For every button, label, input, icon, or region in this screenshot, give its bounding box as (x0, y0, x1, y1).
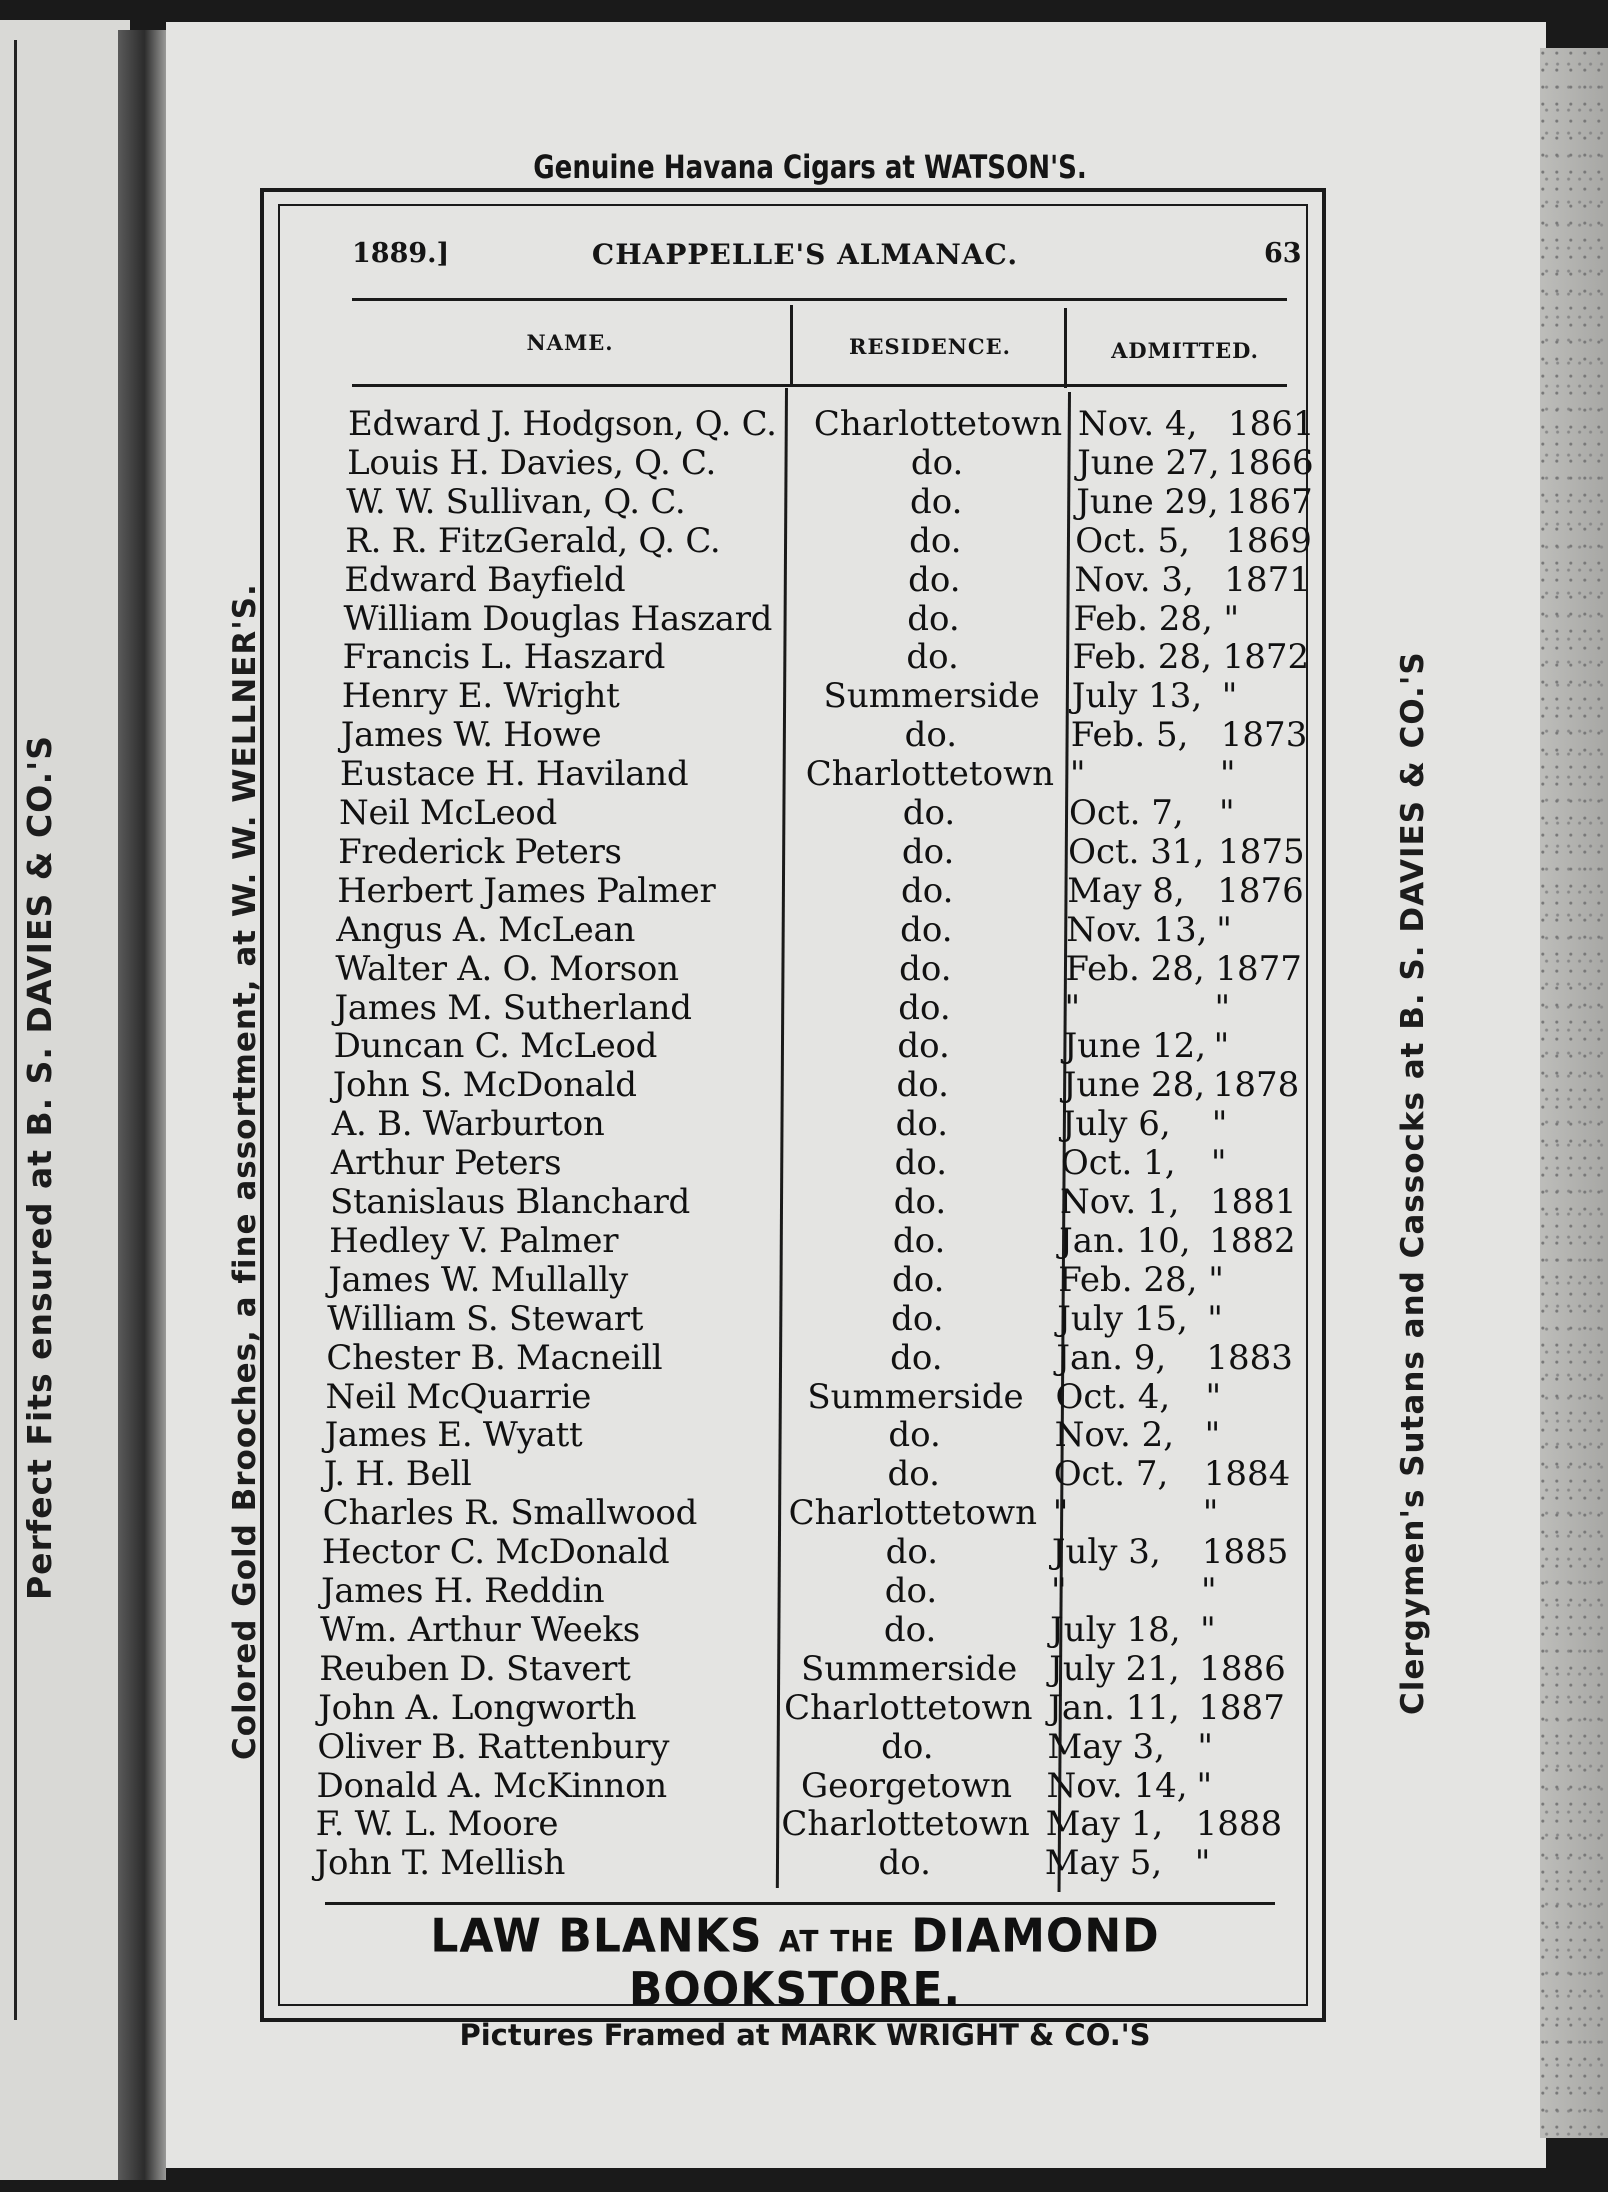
table-row (340, 754, 1340, 794)
admitted-year-cell: 1887 (1198, 1687, 1285, 1728)
table-row (319, 1649, 1319, 1689)
admitted-year-cell: 1866 (1227, 442, 1314, 483)
table-row (334, 1026, 1334, 1066)
name-cell: James W. Mullally (328, 1259, 628, 1300)
table-row (335, 949, 1335, 989)
header-rule-bottom (352, 384, 1287, 387)
name-cell: Herbert James Palmer (337, 870, 716, 911)
residence-cell: do. (893, 1182, 947, 1222)
admitted-date-cell: Oct. 1, (1060, 1143, 1176, 1184)
name-cell: Louis H. Davies, Q. C. (347, 442, 717, 483)
admitted-date-cell: July 13, (1071, 676, 1203, 717)
name-cell: A. B. Warburton (331, 1104, 605, 1145)
admitted-date-cell: May 1, (1045, 1804, 1164, 1845)
name-cell: J. H. Bell (323, 1454, 472, 1495)
admitted-year-cell: " (1219, 754, 1236, 795)
column-divider-1 (790, 305, 793, 385)
residence-cell: do. (888, 1415, 941, 1456)
table-row (345, 521, 1345, 561)
name-cell: James E. Wyatt (324, 1415, 583, 1456)
admitted-year-cell: 1875 (1218, 831, 1305, 872)
residence-cell: do. (895, 1104, 949, 1145)
name-cell: William S. Stewart (327, 1298, 644, 1339)
residence-cell: do. (904, 715, 958, 756)
admitted-year-cell: " (1200, 1609, 1216, 1650)
admitted-year-cell: " (1219, 793, 1235, 833)
name-cell: Oliver B. Rattenbury (317, 1726, 670, 1767)
residence-cell: do. (908, 559, 961, 600)
name-cell: Edward Bayfield (344, 559, 626, 600)
table-row (327, 1299, 1327, 1339)
admitted-date-cell: " (1069, 754, 1086, 795)
name-cell: Donald A. McKinnon (316, 1765, 667, 1806)
name-cell: Duncan C. McLeod (333, 1026, 658, 1067)
residence-cell: Summerside (807, 1376, 1024, 1417)
table-row (329, 1221, 1329, 1261)
residence-cell: do. (909, 481, 963, 522)
residence-cell: do. (899, 948, 952, 989)
table-row (320, 1610, 1320, 1650)
residence-cell: do. (891, 1259, 945, 1300)
admitted-year-cell: 1873 (1220, 715, 1308, 756)
name-cell: W. W. Sullivan, Q. C. (346, 481, 686, 522)
admitted-year-cell: " (1194, 1843, 1211, 1884)
table-row (317, 1727, 1317, 1767)
table-row (347, 443, 1347, 483)
side-ad-outer-left: Perfect Fits ensured at B. S. DAVIES & CO.'S (20, 735, 59, 1600)
table-row (316, 1804, 1316, 1844)
admitted-year-cell: 1876 (1217, 870, 1304, 911)
residence-cell: Summerside (823, 676, 1040, 717)
residence-cell: do. (900, 870, 954, 911)
admitted-year-cell: 1882 (1209, 1220, 1296, 1261)
admitted-year-cell: " (1196, 1765, 1213, 1806)
name-cell: Hedley V. Palmer (329, 1220, 619, 1261)
admitted-date-cell: Nov. 14, (1046, 1765, 1188, 1806)
residence-cell: do. (878, 1843, 931, 1884)
table-row (333, 1065, 1333, 1105)
admitted-date-cell: Nov. 3, (1074, 559, 1194, 600)
admitted-year-cell: " (1208, 1259, 1224, 1300)
admitted-date-cell: June 28, (1062, 1065, 1206, 1106)
name-cell: Stanislaus Blanchard (330, 1182, 690, 1222)
admitted-date-cell: Oct. 7, (1053, 1454, 1169, 1495)
admitted-date-cell: May 5, (1044, 1843, 1163, 1884)
admitted-date-cell: May 3, (1047, 1726, 1165, 1767)
facing-page-rule (14, 40, 17, 2020)
admitted-year-cell: 1883 (1206, 1337, 1293, 1378)
table-row (343, 637, 1343, 677)
admitted-year-cell: 1885 (1201, 1532, 1289, 1573)
admitted-date-cell: June 29, (1076, 481, 1219, 522)
admitted-year-cell: 1888 (1195, 1804, 1283, 1845)
admitted-year-cell: " (1197, 1726, 1214, 1767)
residence-cell: Charlottetown (781, 1804, 1030, 1845)
admitted-date-cell: June 27, (1077, 442, 1220, 483)
table-row (331, 1143, 1331, 1183)
table-row (325, 1415, 1325, 1455)
admitted-date-cell: Nov. 2, (1054, 1415, 1175, 1456)
admitted-year-cell: 1884 (1203, 1454, 1291, 1495)
name-cell: James M. Sutherland (334, 987, 692, 1028)
residence-cell: Charlottetown (813, 404, 1063, 444)
residence-cell: Summerside (801, 1648, 1018, 1689)
name-cell: Angus A. McLean (336, 909, 636, 950)
table-row (337, 871, 1337, 911)
admitted-year-cell: 1872 (1222, 637, 1310, 678)
admitted-date-cell: July 21, (1049, 1648, 1180, 1689)
page-number: 63 (1264, 238, 1302, 269)
table-row (318, 1688, 1318, 1728)
book-gutter (118, 30, 166, 2180)
admitted-year-cell: " (1202, 1493, 1219, 1534)
admitted-date-cell: Feb. 28, (1072, 637, 1212, 678)
admitted-year-cell: 1861 (1228, 404, 1315, 444)
name-cell: John T. Mellish (314, 1843, 566, 1884)
law-ad-part1: LAW BLANKS (430, 1909, 763, 1963)
name-cell: F. W. L. Moore (315, 1804, 559, 1845)
table-row (344, 560, 1344, 600)
admitted-date-cell: Jan. 10, (1059, 1220, 1191, 1261)
residence-cell: do. (897, 1026, 950, 1067)
table-row (326, 1377, 1326, 1417)
residence-cell: Georgetown (800, 1765, 1013, 1806)
name-cell: Eustace H. Haviland (339, 754, 689, 795)
table-row (339, 793, 1339, 833)
admitted-date-cell: Oct. 5, (1075, 520, 1190, 561)
header-rule-top (352, 298, 1287, 301)
admitted-year-cell: 1869 (1225, 520, 1312, 561)
table-row (326, 1338, 1326, 1378)
name-cell: Henry E. Wright (341, 676, 620, 717)
admitted-date-cell: Feb. 28, (1073, 598, 1213, 639)
name-cell: R. R. FitzGerald, Q. C. (345, 520, 721, 561)
law-ad-part3: DIAMOND BOOKSTORE. (628, 1909, 1160, 2017)
name-cell: Charles R. Smallwood (322, 1493, 698, 1534)
table-row (317, 1766, 1317, 1806)
admitted-year-cell: " (1213, 1026, 1230, 1067)
residence-cell: do. (885, 1532, 939, 1573)
name-cell: Neil McLeod (339, 793, 557, 833)
table-row (322, 1532, 1322, 1572)
table-row (315, 1843, 1315, 1883)
residence-cell: do. (901, 831, 955, 872)
admitted-date-cell: Feb. 5, (1070, 715, 1189, 756)
admitted-year-cell: " (1201, 1571, 1217, 1611)
admitted-date-cell: July 6, (1061, 1104, 1171, 1145)
residence-cell: do. (900, 909, 953, 950)
admitted-year-cell: " (1210, 1143, 1227, 1184)
name-cell: Francis L. Haszard (342, 637, 666, 678)
name-cell: Edward J. Hodgson, Q. C. (348, 404, 777, 444)
column-header-residence: RESIDENCE. (849, 334, 1011, 359)
table-row (344, 599, 1344, 639)
admitted-year-cell: 1867 (1226, 481, 1313, 522)
name-cell: Arthur Peters (330, 1143, 562, 1184)
page-edge-stack (1540, 48, 1608, 2138)
name-cell: William Douglas Haszard (343, 598, 773, 639)
name-cell: John A. Longworth (318, 1687, 637, 1728)
admitted-date-cell: Oct. 31, (1068, 831, 1205, 872)
table-row (346, 482, 1346, 522)
name-cell: Hector C. McDonald (321, 1532, 670, 1573)
table-row (338, 832, 1338, 872)
admitted-date-cell: Nov. 1, (1060, 1182, 1180, 1222)
residence-cell: Charlottetown (788, 1493, 1037, 1534)
admitted-date-cell: July 3, (1051, 1532, 1161, 1573)
admitted-year-cell: " (1204, 1415, 1221, 1456)
residence-cell: do. (906, 637, 959, 678)
running-head-year: 1889.] (352, 238, 450, 269)
admitted-year-cell: 1881 (1210, 1182, 1297, 1222)
side-ad-inner-left: Colored Gold Brooches, a fine assortment, at W. W. WELLNER'S. (227, 583, 263, 1760)
table-row (330, 1182, 1330, 1222)
footer-rule (325, 1902, 1275, 1905)
admitted-year-cell: " (1216, 909, 1232, 950)
table-row (348, 404, 1348, 444)
top-ad: Genuine Havana Cigars at WATSON'S. (533, 148, 1087, 186)
name-cell: Wm. Arthur Weeks (320, 1609, 640, 1650)
admitted-year-cell: 1871 (1224, 559, 1311, 600)
name-cell: James W. Howe (340, 715, 602, 756)
admitted-date-cell: " (1052, 1493, 1069, 1534)
residence-cell: do. (892, 1220, 946, 1261)
admitted-date-cell: Feb. 28, (1058, 1259, 1198, 1300)
residence-cell: do. (894, 1143, 948, 1184)
table-row (332, 1104, 1332, 1144)
admitted-date-cell: Oct. 4, (1055, 1376, 1171, 1417)
residence-cell: do. (884, 1571, 938, 1611)
residence-cell: do. (887, 1454, 940, 1495)
residence-cell: do. (907, 598, 960, 639)
admitted-year-cell: 1877 (1215, 948, 1302, 989)
admitted-year-cell: " (1205, 1376, 1222, 1417)
residence-cell: do. (890, 1337, 943, 1378)
name-cell: Walter A. O. Morson (335, 948, 679, 989)
admitted-date-cell: Oct. 7, (1069, 793, 1184, 833)
name-cell: Neil McQuarrie (325, 1376, 592, 1417)
admitted-year-cell: " (1211, 1104, 1228, 1145)
name-cell: Chester B. Macneill (326, 1337, 663, 1378)
name-cell: John S. McDonald (332, 1065, 637, 1106)
residence-cell: do. (910, 442, 964, 483)
admitted-date-cell: Nov. 4, (1078, 404, 1198, 444)
admitted-date-cell: " (1051, 1571, 1067, 1611)
table-row (336, 910, 1336, 950)
admitted-date-cell: May 8, (1067, 870, 1185, 911)
admitted-date-cell: July 15, (1057, 1298, 1188, 1339)
table-row (321, 1571, 1321, 1611)
admitted-year-cell: " (1207, 1298, 1223, 1339)
bottom-ad: Pictures Framed at MARK WRIGHT & CO.'S (459, 2018, 1151, 2052)
admitted-year-cell: " (1221, 676, 1238, 717)
admitted-date-cell: Feb. 28, (1065, 948, 1205, 989)
residence-cell: Charlottetown (784, 1687, 1033, 1728)
column-header-admitted: ADMITTED. (1111, 338, 1259, 363)
table-row (335, 988, 1335, 1028)
admitted-date-cell: July 18, (1050, 1609, 1181, 1650)
residence-cell: do. (902, 793, 956, 833)
table-row (323, 1493, 1323, 1533)
column-divider-2 (1064, 308, 1067, 388)
admitted-year-cell: 1886 (1199, 1648, 1286, 1689)
name-cell: James H. Reddin (321, 1571, 605, 1611)
admitted-date-cell: Jan. 11, (1048, 1687, 1180, 1728)
table-row (324, 1454, 1324, 1494)
name-cell: Reuben D. Stavert (319, 1648, 631, 1689)
law-blanks-ad (300, 1909, 1290, 2016)
residence-cell: Charlottetown (805, 754, 1055, 795)
law-ad-part2: AT THE (778, 1924, 895, 1959)
residence-cell: do. (883, 1609, 937, 1650)
column-header-name: NAME. (526, 330, 614, 355)
table-row (342, 676, 1342, 716)
residence-cell: do. (881, 1726, 934, 1767)
table-row (341, 715, 1341, 755)
name-cell: Frederick Peters (338, 831, 622, 872)
table-row (328, 1260, 1328, 1300)
residence-cell: do. (898, 987, 951, 1028)
admitted-year-cell: " (1214, 987, 1231, 1028)
side-ad-right: Clergymen's Sutans and Cassocks at B. S. DAVIES & CO.'S (1395, 651, 1431, 1715)
residence-cell: do. (891, 1298, 944, 1339)
admitted-date-cell: " (1064, 987, 1081, 1028)
residence-cell: do. (909, 520, 962, 561)
admitted-date-cell: Nov. 13, (1066, 909, 1208, 950)
running-head-title: CHAPPELLE'S ALMANAC. (591, 238, 1019, 271)
admitted-year-cell: 1878 (1212, 1065, 1300, 1106)
admitted-year-cell: " (1223, 598, 1240, 639)
admitted-date-cell: Jan. 9, (1056, 1337, 1167, 1378)
admitted-date-cell: June 12, (1063, 1026, 1207, 1067)
residence-cell: do. (896, 1065, 949, 1106)
